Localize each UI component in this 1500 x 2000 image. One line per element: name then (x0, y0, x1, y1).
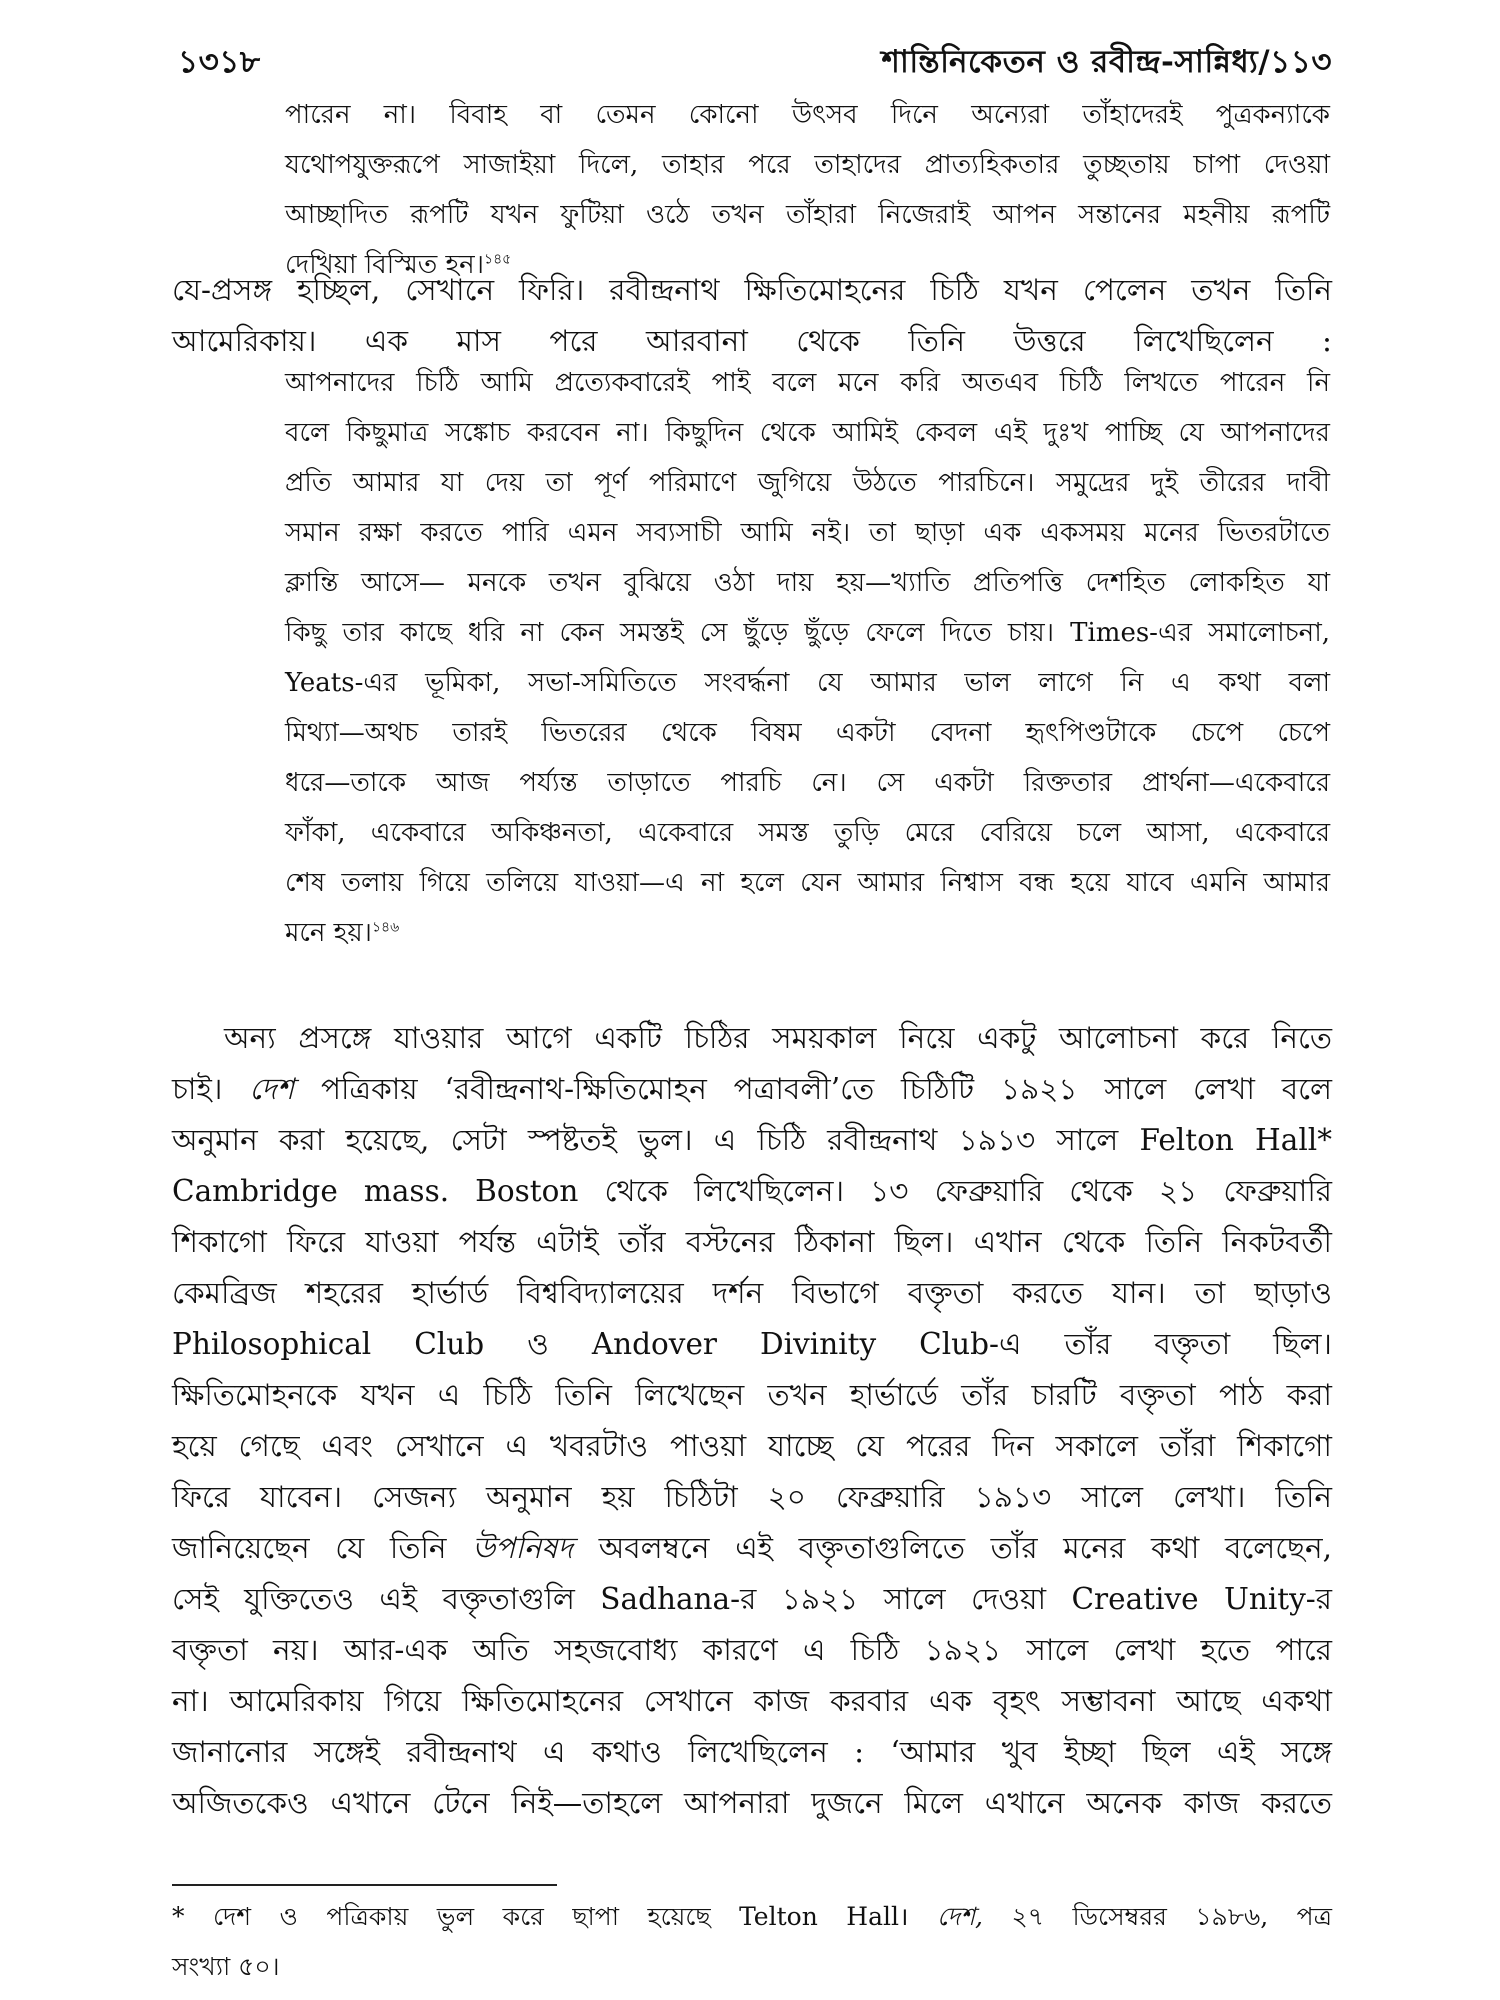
footnote-divider (172, 1884, 557, 1886)
text-line: হয়ে গেছে এবং সেখানে এ খবরটাও পাওয়া যাচ্ছে যে পরের দিন সকালে তাঁরা শিকাগো (172, 1429, 1332, 1463)
running-title: শান্তিনিকেতন ও রবীন্দ্র-সান্নিধ্য/১১৩ (881, 44, 1332, 80)
text-fragment: দেখিয়া বিস্মিত হন। (285, 250, 485, 280)
text-line: Philosophical Club ও Andover Divinity Club-এ তাঁর বক্তৃতা ছিল। (172, 1327, 1332, 1361)
text-line: ধরে—তাকে আজ পর্য্যন্ত তাড়াতে পারচি নে। সে একটা রিক্ততার প্রার্থনা—একেবারে (285, 768, 1330, 798)
text-line (285, 908, 1330, 958)
page-number: ১৩১৮ (178, 44, 261, 80)
block-quote-1 (285, 90, 1330, 290)
text-line: কিছু তার কাছে ধরি না কেন সমস্তই সে ছুঁড়ে ছুঁড়ে ফেলে দিতে চায়। Times-এর সমালোচনা, (285, 618, 1330, 648)
text-line: পারেন না। বিবাহ বা তেমন কোনো উৎসব দিনে অন্যেরা তাঁহাদেরই পুত্রকন্যাকে (285, 100, 1330, 130)
text-line (172, 1064, 1332, 1115)
text-line: ক্লান্তি আসে— মনকে তখন বুঝিয়ে ওঠা দায় হয়—খ্যাতি প্রতিপত্তি দেশহিত লোকহিত যা (285, 568, 1330, 598)
text-line: অজিতকেও এখানে টেনে নিই—তাহলে আপনারা দুজনে মিলে এখানে অনেক কাজ করতে (172, 1786, 1332, 1820)
text-line (172, 1523, 1332, 1574)
text-fragment: চাই। (172, 1072, 223, 1106)
text-line: যথোপযুক্তরূপে সাজাইয়া দিলে, তাহার পরে তাহাদের প্রাত্যহিকতার তুচ্ছতায় চাপা দেওয়া (285, 150, 1330, 180)
italic-title: দেশ, (936, 1902, 983, 1931)
page-header (178, 38, 1332, 90)
text-line: আপনাদের চিঠি আমি প্রত্যেকবারেই পাই বলে মনে করি অতএব চিঠি লিখতে পারেন নি (285, 368, 1330, 398)
paragraph-1 (172, 265, 1332, 367)
text-line: ক্ষিতিমোহনকে যখন এ চিঠি তিনি লিখেছেন তখন হার্ভার্ডে তাঁর চারটি বক্তৃতা পাঠ করা (172, 1378, 1332, 1412)
text-line: যে-প্রসঙ্গ হচ্ছিল, সেখানে ফিরি। রবীন্দ্রনাথ ক্ষিতিমোহনের চিঠি যখন পেলেন তখন তিনি (172, 273, 1332, 307)
text-line: প্রতি আমার যা দেয় তা পূর্ণ পরিমাণে জুগিয়ে উঠতে পারচিনে। সমুদ্রের দুই তীরের দাবী (285, 468, 1330, 498)
text-line: অনুমান করা হয়েছে, সেটা স্পষ্টতই ভুল। এ চিঠি রবীন্দ্রনাথ ১৯১৩ সালে Felton Hall* (172, 1123, 1332, 1157)
footnote-ref: ১৪৬ (371, 919, 400, 936)
text-line: ফিরে যাবেন। সেজন্য অনুমান হয় চিঠিটা ২০ ফেব্রুয়ারি ১৯১৩ সালে লেখা। তিনি (172, 1480, 1332, 1514)
text-line: সেই যুক্তিতেও এই বক্তৃতাগুলি Sadhana-র ১৯২১ সালে দেওয়া Creative Unity-র (172, 1582, 1332, 1616)
text-line: কেমব্রিজ শহরের হার্ভার্ড বিশ্ববিদ্যালয়ের দর্শন বিভাগে বক্তৃতা করতে যান। তা ছাড়াও (172, 1276, 1332, 1310)
footnote (172, 1892, 1332, 1992)
paragraph-2 (172, 1013, 1332, 1829)
text-line: শিকাগো ফিরে যাওয়া পর্যন্ত এটাই তাঁর বস্টনের ঠিকানা ছিল। এখান থেকে তিনি নিকটবর্তী (172, 1225, 1332, 1259)
text-line: আচ্ছাদিত রূপটি যখন ফুটিয়া ওঠে তখন তাঁহারা নিজেরাই আপন সন্তানের মহনীয় রূপটি (285, 200, 1330, 230)
italic-title: উপনিষদ (472, 1531, 574, 1565)
italic-title: দেশ (249, 1072, 295, 1106)
text-line: মিথ্যা—অথচ তারই ভিতরের থেকে বিষম একটা বেদনা হৃৎপিণ্ডটাকে চেপে চেপে (285, 718, 1330, 748)
text-line (172, 1892, 1332, 1942)
text-line: অন্য প্রসঙ্গে যাওয়ার আগে একটি চিঠির সময়কাল নিয়ে একটু আলোচনা করে নিতে (224, 1021, 1332, 1055)
text-fragment: ২৭ ডিসেম্বরর ১৯৮৬, পত্র (1011, 1902, 1333, 1931)
text-fragment: * দেশ ও পত্রিকায় ভুল করে ছাপা হয়েছে Telton Hall। (172, 1902, 909, 1931)
text-fragment: মনে হয়। (285, 918, 372, 948)
text-line: বক্তৃতা নয়। আর-এক অতি সহজবোধ্য কারণে এ চিঠি ১৯২১ সালে লেখা হতে পারে (172, 1633, 1332, 1667)
text-line: সংখ্যা ৫০। (172, 1952, 280, 1981)
footnote-ref: ১৪৫ (484, 251, 512, 268)
text-line: শেষ তলায় গিয়ে তলিয়ে যাওয়া—এ না হলে যেন আমার নিশ্বাস বন্ধ হয়ে যাবে এমনি আমার (285, 868, 1330, 898)
text-line: জানানোর সঙ্গেই রবীন্দ্রনাথ এ কথাও লিখেছিলেন : ‘আমার খুব ইচ্ছা ছিল এই সঙ্গে (172, 1735, 1332, 1769)
text-line: বলে কিছুমাত্র সঙ্কোচ করবেন না। কিছুদিন থেকে আমিই কেবল এই দুঃখ পাচ্ছি যে আপনাদের (285, 418, 1330, 448)
text-fragment: জানিয়েছেন যে তিনি (172, 1531, 447, 1565)
text-line: ফাঁকা, একেবারে অকিঞ্চনতা, একেবারে সমস্ত তুড়ি মেরে বেরিয়ে চলে আসা, একেবারে (285, 818, 1330, 848)
text-line: Cambridge mass. Boston থেকে লিখেছিলেন। ১৩ ফেব্রুয়ারি থেকে ২১ ফেব্রুয়ারি (172, 1174, 1332, 1208)
text-fragment: পত্রিকায় ‘রবীন্দ্রনাথ-ক্ষিতিমোহন পত্রাবলী’তে চিঠিটি ১৯২১ সালে লেখা বলে (320, 1072, 1332, 1106)
text-line: আমেরিকায়। এক মাস পরে আরবানা থেকে তিনি উত্তরে লিখেছিলেন : (172, 324, 1332, 358)
text-line: না। আমেরিকায় গিয়ে ক্ষিতিমোহনের সেখানে কাজ করবার এক বৃহৎ সম্ভাবনা আছে একথা (172, 1684, 1332, 1718)
text-line: সমান রক্ষা করতে পারি এমন সব্যসাচী আমি নই। তা ছাড়া এক একসময় মনের ভিতরটাতে (285, 518, 1330, 548)
text-line: Yeats-এর ভূমিকা, সভা-সমিতিতে সংবর্দ্ধনা যে আমার ভাল লাগে নি এ কথা বলা (285, 668, 1330, 698)
text-fragment: অবলম্বনে এই বক্তৃতাগুলিতে তাঁর মনের কথা বলেছেন, (598, 1531, 1332, 1565)
block-quote-2 (285, 358, 1330, 958)
